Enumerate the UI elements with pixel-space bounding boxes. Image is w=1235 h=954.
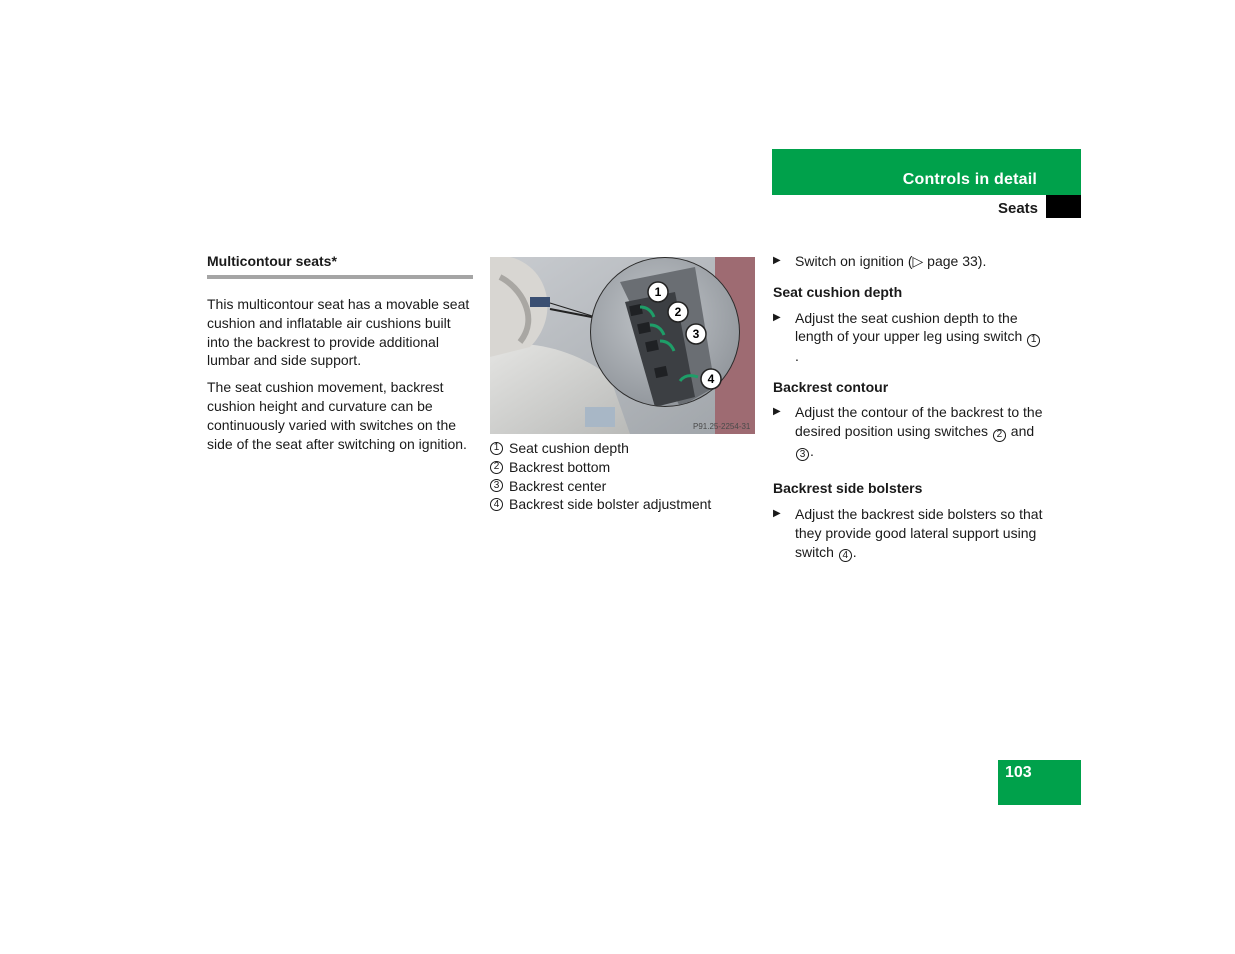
callout-4 [701, 369, 721, 389]
instruction-step [773, 252, 1043, 271]
legend-item [490, 477, 760, 496]
step-text: . [810, 442, 814, 459]
intro-paragraph-1: This multicontour seat has a movable seat cushion and inflatable air cushions built into the backrest to provide additional lumbar and side support. [207, 296, 470, 369]
bullet-arrow-icon: ▶ [773, 311, 781, 323]
bullet-arrow-icon: ▶ [773, 406, 781, 418]
legend-item [490, 495, 760, 514]
seat-switch-illustration [490, 257, 755, 434]
page-number-box [998, 760, 1081, 805]
bullet-arrow-icon: ▶ [773, 255, 781, 266]
switch-number: 4 [839, 549, 852, 562]
intro-paragraph-2: The seat cushion movement, backrest cushion height and curvature can be continuously varied with switches on the side of the seat after switching on ignition. [207, 379, 467, 452]
callout-2 [668, 302, 688, 322]
intro-column [207, 252, 473, 461]
section-header-bar [772, 149, 1081, 195]
step-text: Adjust the seat cushion depth to the length of your upper leg using switch [795, 309, 1027, 345]
svg-text:4: 4 [707, 372, 715, 386]
legend-number: 1 [490, 442, 503, 455]
step-text: . [795, 347, 799, 364]
callout-1 [648, 282, 668, 302]
instruction-step [773, 309, 1043, 366]
figure-legend [490, 439, 760, 514]
backrest-contour-heading: Backrest contour [773, 378, 889, 395]
legend-text: Backrest center [509, 477, 607, 494]
step-text: page 33). [923, 253, 987, 269]
instruction-step [773, 403, 1043, 461]
instruction-step [773, 505, 1043, 562]
svg-text:2: 2 [674, 305, 682, 319]
figure-code: P91.25-2254-31 [693, 422, 751, 431]
step-text: and [1006, 423, 1035, 440]
legend-text: Backrest bottom [509, 458, 611, 475]
bullet-arrow-icon: ▶ [773, 508, 781, 520]
section-heading: Multicontour seats* [207, 252, 473, 279]
legend-number: 4 [490, 498, 503, 511]
section-title: Controls in detail [902, 171, 1037, 188]
legend-item [490, 458, 760, 477]
page-number: 103 [1005, 764, 1032, 781]
legend-number: 2 [490, 461, 503, 474]
instructions-column [773, 252, 1043, 570]
svg-text:3: 3 [692, 327, 700, 341]
step-text: Switch on ignition ( [795, 253, 913, 269]
step-text: . [852, 543, 857, 560]
legend-text: Seat cushion depth [509, 440, 629, 456]
seat-depth-heading: Seat cushion depth [773, 283, 903, 300]
switch-number: 3 [796, 448, 809, 461]
switch-number: 2 [993, 429, 1006, 442]
switch-number: 1 [1027, 334, 1040, 347]
step-text: Adjust the backrest side bolsters so that they provide good lateral support using switch [795, 506, 1043, 560]
legend-text: Backrest side bolster adjustment [509, 496, 712, 513]
side-bolsters-heading: Backrest side bolsters [773, 480, 923, 497]
subsection-title: Seats [997, 200, 1038, 217]
callout-3 [686, 324, 706, 344]
thumb-tab [1046, 195, 1081, 218]
legend-item [490, 439, 760, 458]
page-ref-icon: ▷ [912, 253, 924, 269]
legend-number: 3 [490, 479, 503, 492]
step-text: Adjust the contour of the backrest to the desired position using switches [795, 404, 1043, 440]
svg-text:1: 1 [654, 285, 662, 299]
